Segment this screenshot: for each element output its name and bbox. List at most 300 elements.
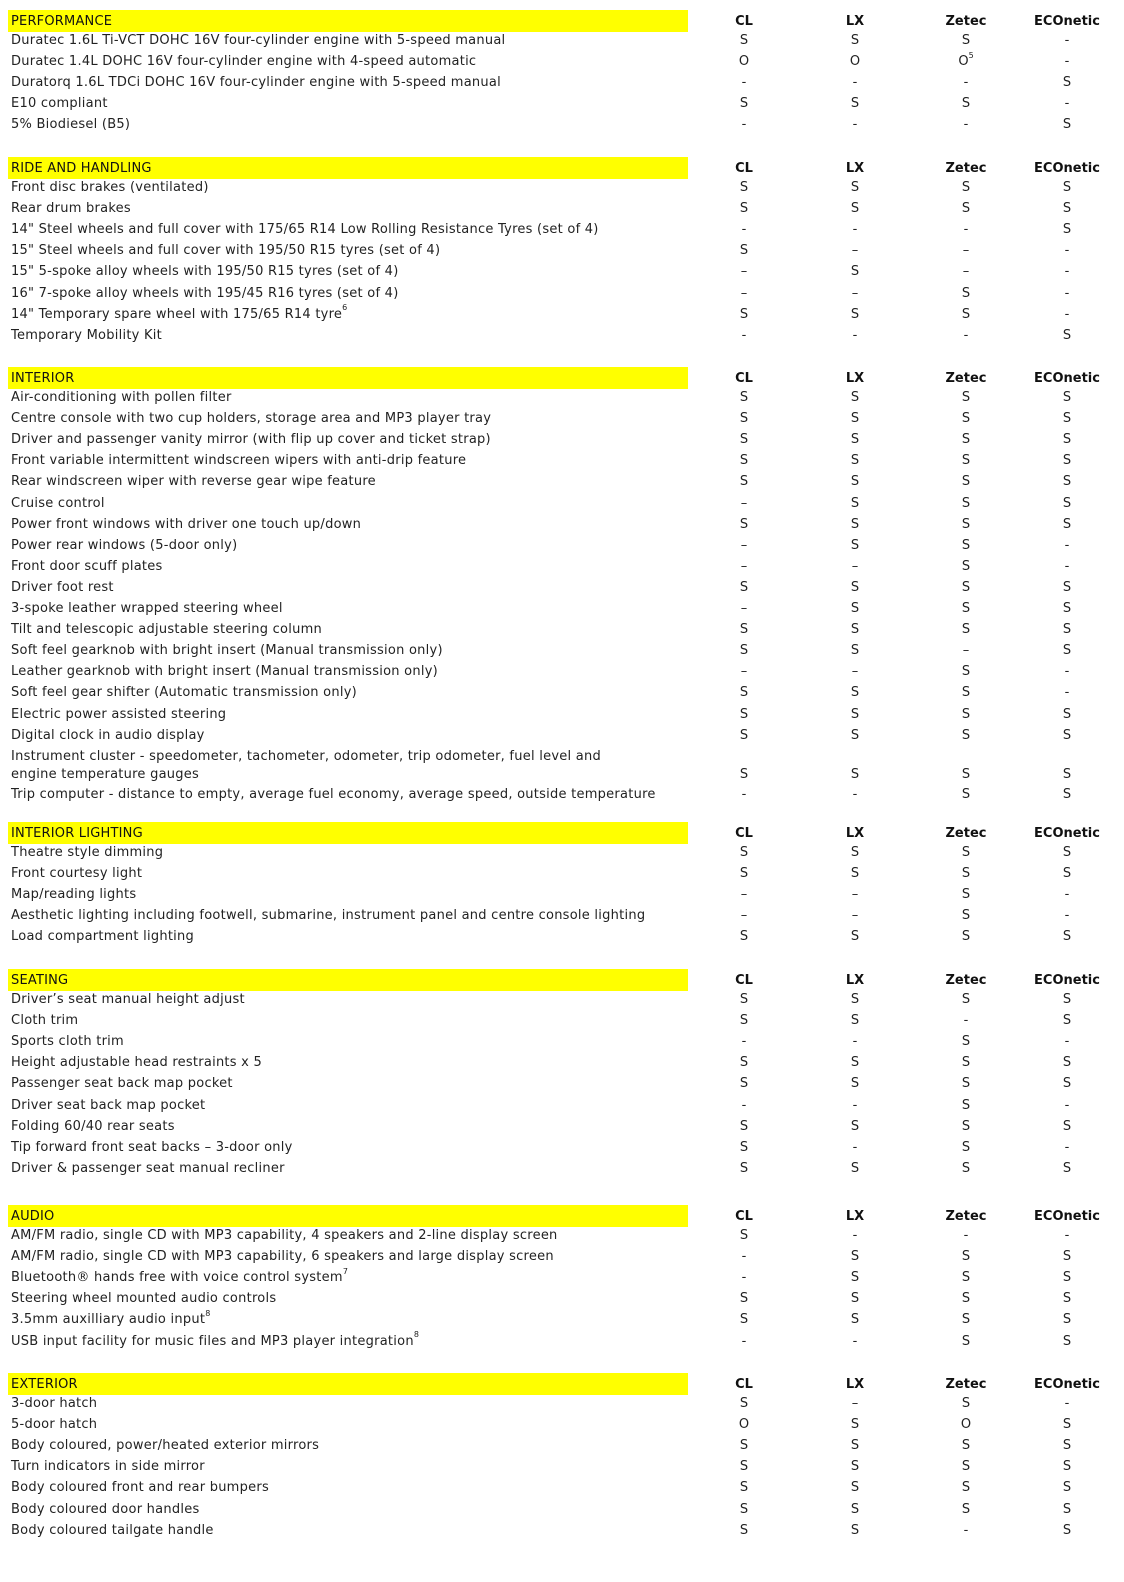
cell-econetic	[1063, 642, 1071, 660]
cell-value: S	[850, 685, 860, 701]
table-row	[0, 410, 1124, 431]
cell-value: S	[1062, 432, 1072, 448]
cell-cl	[742, 327, 747, 345]
cell-zetec	[962, 179, 970, 197]
feature-label	[11, 1075, 233, 1093]
cell-value: S	[1062, 622, 1072, 638]
cell-econetic	[1065, 1033, 1070, 1051]
feature-label	[11, 1290, 276, 1308]
cell-lx	[851, 1118, 859, 1136]
feature-text: Folding 60/40 rear seats	[11, 1118, 175, 1134]
feature-text: Air-conditioning with pollen filter	[11, 390, 232, 405]
section-title: INTERIOR LIGHTING	[11, 826, 143, 841]
column-header-econetic: ECOnetic	[1034, 973, 1100, 988]
column-header-cl: CL	[735, 1209, 753, 1224]
cell-cl	[741, 663, 748, 681]
cell-econetic	[1065, 32, 1070, 50]
cell-value: -	[852, 1228, 858, 1243]
cell-zetec	[962, 928, 970, 946]
feature-label	[11, 1395, 97, 1413]
cell-value: S	[850, 537, 860, 553]
cell-value: -	[852, 117, 858, 133]
cell-lx	[851, 991, 859, 1009]
cell-lx	[851, 684, 859, 702]
column-header-lx: LX	[845, 1377, 865, 1392]
table-row	[0, 1330, 1124, 1354]
feature-label	[11, 1330, 420, 1351]
cell-cl	[741, 907, 748, 925]
cell-value: -	[852, 1139, 858, 1155]
cell-value: –	[851, 285, 859, 301]
table-row	[0, 1054, 1124, 1075]
cell-value: S	[1062, 1291, 1072, 1307]
cell-econetic	[1063, 844, 1071, 862]
cell-zetec	[963, 642, 970, 660]
column-header-cl: CL	[735, 973, 753, 988]
cell-value: S	[850, 706, 860, 722]
feature-text: 5-door hatch	[11, 1417, 98, 1433]
table-row	[0, 1311, 1124, 1332]
column-header-cl: CL	[735, 1377, 753, 1392]
cell-value: S	[961, 411, 971, 427]
cell-cl	[740, 431, 748, 449]
table-row	[0, 1395, 1124, 1416]
cell-value: S	[739, 1139, 749, 1155]
cell-lx	[851, 1501, 859, 1519]
cell-lx	[851, 844, 859, 862]
cell-lx	[851, 1437, 859, 1455]
cell-lx	[851, 431, 859, 449]
cell-value: O	[960, 1417, 972, 1433]
cell-value: S	[1062, 453, 1072, 469]
cell-value: S	[850, 866, 860, 882]
cell-value: S	[1062, 601, 1072, 616]
cell-value: -	[852, 1333, 858, 1349]
table-row	[0, 95, 1124, 116]
cell-value: S	[850, 474, 860, 490]
feature-label	[11, 221, 599, 239]
cell-lx	[853, 1333, 858, 1351]
cell-value: -	[1064, 306, 1070, 322]
cell-cl	[740, 200, 748, 218]
cell-value: S	[850, 579, 860, 595]
feature-text: Aesthetic lighting including footwell, submarine, instrument panel and centre console lighting	[11, 908, 646, 924]
cell-cl	[740, 991, 748, 1009]
cell-value: S	[961, 474, 971, 490]
cell-value: -	[852, 1097, 858, 1113]
cell-value: S	[961, 1055, 971, 1071]
feature-text: Front variable intermittent windscreen wipers with anti-drip feature	[11, 453, 467, 469]
table-row	[0, 991, 1124, 1012]
cell-value: S	[739, 727, 749, 743]
section-title: RIDE AND HANDLING	[11, 161, 152, 176]
column-header-zetec: Zetec	[945, 973, 987, 988]
cell-econetic	[1065, 1097, 1070, 1115]
feature-label	[11, 865, 142, 883]
cell-value: –	[851, 664, 859, 680]
cell-cl	[740, 1437, 748, 1455]
cell-value: -	[1064, 1034, 1070, 1050]
feature-label	[11, 621, 322, 639]
cell-lx	[851, 1054, 859, 1072]
cell-value: S	[850, 1480, 860, 1496]
cell-value: -	[963, 1228, 969, 1243]
cell-zetec	[962, 389, 970, 407]
cell-cl	[742, 74, 747, 92]
cell-value: S	[961, 766, 971, 782]
feature-label	[11, 179, 209, 197]
cell-value: –	[740, 285, 748, 301]
table-row	[0, 1501, 1124, 1522]
cell-value: S	[739, 622, 749, 638]
cell-zetec	[962, 495, 970, 513]
cell-cl	[740, 32, 748, 50]
feature-text: Driver & passenger seat manual recliner	[11, 1160, 285, 1176]
cell-zetec	[962, 766, 970, 784]
cell-value: S	[850, 432, 860, 448]
cell-lx	[851, 727, 859, 745]
cell-value: S	[739, 1501, 749, 1517]
cell-zetec	[962, 600, 970, 618]
cell-econetic	[1065, 1139, 1070, 1157]
cell-cl	[740, 727, 748, 745]
cell-cl	[740, 621, 748, 639]
cell-zetec	[962, 1248, 970, 1266]
feature-label	[11, 74, 501, 92]
table-row	[0, 1248, 1124, 1269]
cell-cl	[740, 865, 748, 883]
feature-text: Rear windscreen wiper with reverse gear wipe feature	[11, 474, 376, 490]
cell-value: S	[739, 411, 749, 427]
cell-value: S	[961, 866, 971, 882]
feature-label	[11, 642, 443, 660]
cell-value: -	[741, 75, 747, 91]
cell-value: S	[961, 537, 971, 553]
section-header-bar	[8, 969, 688, 991]
cell-cl	[742, 1269, 747, 1287]
cell-lx	[851, 410, 859, 428]
feature-text: E10 compliant	[11, 96, 108, 112]
cell-value: -	[1064, 1396, 1070, 1411]
cell-value: S	[1062, 1501, 1072, 1517]
cell-value: S	[961, 706, 971, 722]
cell-zetec	[962, 621, 970, 639]
cell-lx	[853, 1139, 858, 1157]
column-header-zetec: Zetec	[945, 826, 987, 841]
cell-econetic	[1063, 1522, 1071, 1540]
cell-econetic	[1063, 1437, 1071, 1455]
cell-value: -	[741, 1249, 747, 1265]
cell-econetic	[1063, 865, 1071, 883]
cell-econetic	[1065, 306, 1070, 324]
feature-label	[11, 431, 491, 449]
section-header-bar	[8, 1205, 688, 1227]
cell-cl	[740, 1395, 748, 1413]
feature-label	[11, 242, 440, 260]
cell-value: S	[850, 1118, 860, 1134]
cell-value: S	[961, 786, 971, 802]
cell-lx	[852, 663, 859, 681]
cell-lx	[851, 1458, 859, 1476]
feature-text: Duratec 1.4L DOHC 16V four-cylinder engine with 4-speed automatic	[11, 54, 477, 70]
column-header-cl: CL	[735, 161, 753, 176]
cell-value: -	[1064, 537, 1070, 553]
cell-value: -	[1064, 685, 1070, 701]
cell-econetic	[1065, 285, 1070, 303]
cell-lx	[851, 706, 859, 724]
cell-value: S	[1062, 1055, 1072, 1071]
cell-value: S	[961, 33, 971, 48]
cell-zetec	[962, 886, 970, 904]
cell-value: S	[961, 390, 971, 405]
cell-econetic	[1063, 1269, 1071, 1287]
cell-value: S	[961, 1076, 971, 1092]
feature-label	[11, 844, 163, 862]
table-row	[0, 1033, 1124, 1054]
cell-value: S	[1062, 222, 1072, 238]
cell-lx	[851, 865, 859, 883]
column-header-lx: LX	[845, 1209, 865, 1224]
feature-text: Front door scuff plates	[11, 558, 163, 574]
cell-value: S	[1062, 390, 1072, 405]
cell-value: O	[958, 54, 969, 70]
cell-value: S	[961, 1333, 971, 1349]
cell-zetec	[962, 844, 970, 862]
table-row	[0, 473, 1124, 494]
cell-zetec	[962, 32, 970, 50]
table-row	[0, 1097, 1124, 1118]
cell-value: S	[739, 992, 749, 1007]
section-title: PERFORMANCE	[11, 14, 113, 29]
cell-zetec	[962, 579, 970, 597]
table-row	[0, 663, 1124, 684]
footnote-marker: 8	[413, 1330, 420, 1340]
feature-text: Turn indicators in side mirror	[11, 1459, 205, 1475]
table-row	[0, 844, 1124, 865]
cell-value: S	[739, 180, 749, 195]
cell-zetec	[962, 95, 970, 113]
cell-value: S	[850, 1459, 860, 1475]
cell-value: S	[739, 516, 749, 532]
cell-value: S	[739, 33, 749, 48]
cell-value: -	[963, 117, 969, 133]
cell-value: -	[741, 117, 747, 133]
cell-value: S	[1062, 180, 1072, 195]
cell-value: -	[963, 1522, 969, 1538]
cell-value: S	[739, 243, 749, 259]
cell-value: S	[739, 1055, 749, 1071]
feature-label	[11, 303, 348, 324]
cell-value: –	[740, 664, 748, 680]
cell-value: S	[1062, 75, 1072, 91]
cell-econetic	[1065, 907, 1070, 925]
cell-value: S	[961, 664, 971, 680]
feature-text: 3-door hatch	[11, 1396, 98, 1411]
table-row	[0, 1522, 1124, 1543]
feature-text: 16" 7-spoke alloy wheels with 195/45 R16 tyres (set of 4)	[11, 285, 399, 301]
cell-lx	[851, 600, 859, 618]
cell-econetic	[1063, 1311, 1071, 1329]
cell-value: –	[851, 558, 859, 574]
feature-text: Centre console with two cup holders, storage area and MP3 player tray	[11, 411, 492, 427]
cell-value: S	[1062, 1118, 1072, 1134]
footnote-marker: 5	[968, 50, 974, 60]
table-row	[0, 200, 1124, 221]
cell-value: S	[961, 1249, 971, 1265]
cell-value: S	[850, 1055, 860, 1071]
cell-econetic	[1063, 706, 1071, 724]
cell-lx	[852, 886, 859, 904]
cell-lx	[853, 74, 858, 92]
cell-value: O	[738, 54, 750, 70]
table-row	[0, 1437, 1124, 1458]
cell-value: S	[850, 766, 860, 782]
cell-econetic	[1065, 242, 1070, 260]
table-row	[0, 50, 1124, 74]
column-header-econetic: ECOnetic	[1034, 826, 1100, 841]
cell-lx	[853, 1097, 858, 1115]
cell-value: S	[850, 201, 860, 217]
cell-lx	[851, 1269, 859, 1287]
table-row	[0, 495, 1124, 516]
cell-lx	[851, 179, 859, 197]
feature-text: Temporary Mobility Kit	[11, 327, 162, 343]
cell-value: S	[1062, 474, 1072, 490]
column-header-zetec: Zetec	[945, 1209, 987, 1224]
cell-value: S	[961, 1396, 971, 1411]
cell-value: -	[741, 222, 747, 238]
cell-cl	[741, 263, 748, 281]
cell-value: -	[741, 1270, 747, 1286]
cell-value: S	[961, 1291, 971, 1307]
cell-econetic	[1063, 410, 1071, 428]
cell-econetic	[1063, 1054, 1071, 1072]
cell-lx	[851, 1522, 859, 1540]
column-header-cl: CL	[735, 14, 753, 29]
cell-cl	[740, 95, 748, 113]
cell-cl	[740, 844, 748, 862]
cell-value: S	[850, 1013, 860, 1029]
footnote-marker: 7	[342, 1266, 349, 1276]
column-header-lx: LX	[845, 371, 865, 386]
section-header	[0, 1373, 1124, 1397]
cell-value: S	[961, 180, 971, 195]
cell-econetic	[1063, 1501, 1071, 1519]
cell-cl	[740, 928, 748, 946]
cell-lx	[853, 1227, 858, 1245]
table-row	[0, 32, 1124, 53]
cell-value: S	[1062, 929, 1072, 945]
cell-value: -	[1064, 96, 1070, 112]
cell-cl	[742, 786, 747, 804]
cell-value: -	[1064, 1139, 1070, 1155]
cell-lx	[851, 1290, 859, 1308]
cell-value: S	[850, 727, 860, 743]
cell-zetec	[964, 221, 969, 239]
table-row	[0, 579, 1124, 600]
cell-lx	[851, 495, 859, 513]
cell-value: S	[739, 306, 749, 322]
feature-text: 5% Biodiesel (B5)	[11, 117, 131, 133]
cell-zetec	[962, 865, 970, 883]
cell-cl	[741, 285, 748, 303]
cell-cl	[740, 1479, 748, 1497]
cell-cl	[740, 1118, 748, 1136]
cell-econetic	[1063, 327, 1071, 345]
cell-value: S	[1062, 1417, 1072, 1433]
cell-value: O	[849, 54, 861, 70]
cell-value: S	[961, 285, 971, 301]
feature-label	[11, 1311, 211, 1329]
cell-econetic	[1063, 928, 1071, 946]
cell-zetec	[962, 516, 970, 534]
table-row	[0, 1118, 1124, 1139]
cell-value: -	[1064, 887, 1070, 903]
cell-cl	[740, 1227, 748, 1245]
cell-zetec	[962, 431, 970, 449]
cell-value: S	[739, 579, 749, 595]
cell-econetic	[1065, 1227, 1070, 1245]
cell-value: S	[961, 1118, 971, 1134]
cell-value: -	[1064, 908, 1070, 924]
table-row	[0, 1479, 1124, 1500]
cell-cl	[741, 558, 748, 576]
column-header-cl: CL	[735, 826, 753, 841]
cell-zetec	[961, 1416, 971, 1434]
table-row	[0, 1160, 1124, 1181]
cell-value: -	[963, 327, 969, 343]
cell-value: S	[1062, 866, 1072, 882]
column-header-econetic: ECOnetic	[1034, 1377, 1100, 1392]
cell-cl	[740, 1290, 748, 1308]
cell-value: S	[739, 1160, 749, 1176]
cell-value: –	[851, 908, 859, 924]
cell-econetic	[1063, 1248, 1071, 1266]
cell-lx	[851, 621, 859, 639]
cell-cl	[740, 473, 748, 491]
cell-cl	[740, 179, 748, 197]
feature-text: USB input facility for music files and MP3 player integration	[11, 1333, 414, 1349]
cell-value: S	[1062, 766, 1072, 782]
cell-lx	[853, 1033, 858, 1051]
cell-value: –	[740, 558, 748, 574]
table-row	[0, 600, 1124, 621]
cell-value: S	[850, 411, 860, 427]
cell-lx	[851, 766, 859, 784]
feature-label	[11, 1416, 97, 1434]
cell-value: S	[850, 1160, 860, 1176]
feature-text: 14" Steel wheels and full cover with 175/65 R14 Low Rolling Resistance Tyres (set of 4)	[11, 222, 599, 238]
cell-value: S	[1062, 1076, 1072, 1092]
cell-value: S	[739, 1480, 749, 1496]
cell-value: S	[961, 887, 971, 903]
feature-label	[11, 1054, 262, 1072]
feature-text: Front courtesy light	[11, 866, 143, 882]
cell-value: –	[962, 243, 970, 259]
cell-value: S	[961, 516, 971, 532]
cell-zetec	[962, 1054, 970, 1072]
table-row	[0, 452, 1124, 473]
cell-lx	[851, 1311, 859, 1329]
table-row	[0, 928, 1124, 949]
feature-label	[11, 495, 105, 513]
cell-econetic	[1063, 74, 1071, 92]
feature-label	[11, 473, 376, 491]
cell-lx	[851, 1479, 859, 1497]
cell-value: –	[740, 537, 748, 553]
cell-zetec	[962, 558, 970, 576]
feature-text: Sports cloth trim	[11, 1034, 124, 1050]
